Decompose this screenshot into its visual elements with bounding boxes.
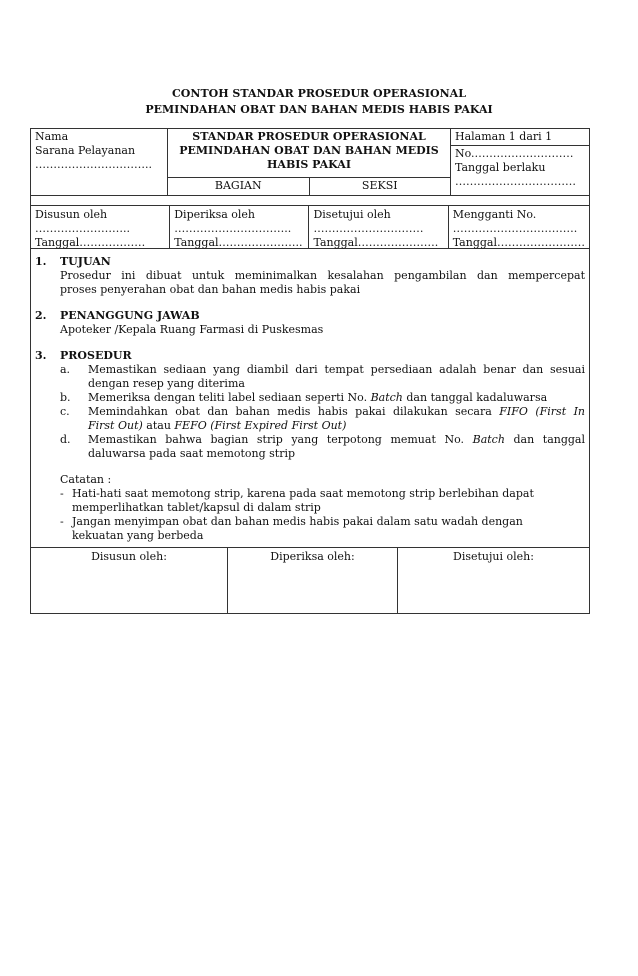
final-disetujui-cell [398, 548, 589, 613]
item-letter: a. [60, 363, 71, 376]
nama-label: Nama [35, 130, 69, 143]
header-right-cell [451, 129, 589, 195]
mengganti-tanggal: Tanggal…………………… [452, 236, 585, 249]
approval-row [31, 547, 589, 613]
no-field: No.……………………… [455, 147, 574, 160]
sop-title-line-2: PEMINDAHAN OBAT DAN BAHAN MEDIS [179, 144, 439, 157]
final-disetujui-label: Disetujui oleh: [453, 550, 534, 563]
note-dash: - [60, 515, 64, 528]
final-disusun-label: Disusun oleh: [91, 550, 167, 563]
halaman-label: Halaman 1 dari 1 [451, 129, 589, 146]
disusun-label: Disusun oleh [35, 208, 108, 221]
document-info [451, 146, 589, 190]
item-letter: b. [60, 391, 71, 404]
disetujui-label: Disetujui oleh [313, 208, 391, 221]
item-b-text: Memeriksa dengan teliti label sediaan seperti No. [88, 391, 371, 404]
section-heading: PROSEDUR [60, 349, 132, 362]
content-body [31, 249, 589, 547]
tujuan-line-2: proses penyerahan obat dan bahan medis habis pakai [60, 283, 361, 296]
diperiksa-tanggal: Tanggal………………….. [174, 236, 303, 249]
spacer-row [31, 196, 589, 206]
item-c-fifo-end: First Out) [88, 419, 143, 432]
item-d-text-end: dan tanggal [504, 433, 586, 446]
sop-title-line-1: STANDAR PROSEDUR OPERASIONAL [192, 130, 426, 143]
item-b-emphasis: Batch [370, 391, 403, 404]
note-1-line-2: memperlihatkan tablet/kapsul di dalam strip [72, 501, 321, 514]
note-1-line-1: Hati-hati saat memotong strip, karena pada saat memotong strip berlebihan dapat [72, 487, 534, 500]
catatan-item-1 [35, 487, 585, 515]
item-d-text: Memastikan bahwa bagian strip yang terpotong memuat No. [88, 433, 473, 446]
prosedur-item-b [35, 391, 585, 405]
catatan-item-2 [35, 515, 585, 543]
item-a-line-1: Memastikan sediaan yang diambil dari tempat persediaan adalah benar dan sesuai [88, 363, 585, 376]
item-letter: c. [60, 405, 70, 418]
title-line-2: PEMINDAHAN OBAT DAN BAHAN MEDIS HABIS PAKAI [145, 103, 493, 116]
disetujui-dots: ………………………… [313, 222, 424, 235]
prosedur-item-c [35, 405, 585, 433]
final-diperiksa-cell [228, 548, 398, 613]
item-d-line-1 [88, 433, 585, 447]
item-c-fifo: FIFO (First In [499, 405, 585, 418]
sarana-label: Sarana Pelayanan [35, 144, 136, 157]
header-row [31, 129, 589, 196]
title-line-1: CONTOH STANDAR PROSEDUR OPERASIONAL [172, 87, 466, 100]
diperiksa-cell [170, 206, 309, 248]
spacer [35, 337, 585, 349]
tujuan-line-1: Prosedur ini dibuat untuk meminimalkan kesalahan pengambilan dan mempercepat [60, 269, 585, 282]
item-c-line-1 [88, 405, 585, 419]
sarana-dots: ………………………….. [35, 158, 152, 171]
item-letter: d. [60, 433, 71, 446]
item-d-line-2: daluwarsa pada saat memotong strip [88, 447, 296, 460]
spacer [35, 297, 585, 309]
disetujui-tanggal: Tanggal…………………. [313, 236, 439, 249]
item-c-atau: atau [142, 419, 175, 432]
item-a-line-2: dengan resep yang diterima [88, 377, 245, 390]
item-d-emphasis: Batch [472, 433, 505, 446]
diperiksa-label: Diperiksa oleh [174, 208, 255, 221]
item-c-line-2 [88, 419, 585, 433]
disusun-dots: …………………….. [35, 222, 130, 235]
tanggal-berlaku-dots: …………………………… [455, 175, 576, 188]
diperiksa-dots: ………………………….. [174, 222, 292, 235]
item-c-fefo: FEFO (First Expired First Out) [174, 419, 347, 432]
sop-form [30, 128, 590, 614]
section-number: 3. [35, 349, 47, 362]
prosedur-item-d [35, 433, 585, 461]
prosedur-item-a [35, 363, 585, 391]
tanggal-berlaku-label: Tanggal berlaku [455, 161, 546, 174]
catatan-label: Catatan : [60, 473, 112, 486]
disusun-tanggal: Tanggal……………… [35, 236, 146, 249]
bagian-label: BAGIAN [168, 178, 310, 195]
mengganti-cell [449, 206, 589, 248]
penanggung-text: Apoteker /Kepala Ruang Farmasi di Puskesmas [60, 323, 324, 336]
header-middle-cell [168, 129, 451, 195]
mengganti-label: Mengganti No. [452, 208, 537, 221]
bagian-seksi-row [168, 177, 450, 195]
mengganti-dots: ……………………………. [452, 222, 578, 235]
sop-title-line-3: HABIS PAKAI [267, 158, 351, 171]
note-2-line-2: kekuatan yang berbeda [72, 529, 204, 542]
disusun-cell [31, 206, 170, 248]
section-number: 1. [35, 255, 47, 268]
item-b-text-end: dan tanggal kadaluwarsa [402, 391, 548, 404]
seksi-label: SEKSI [361, 179, 398, 192]
header-left-cell [31, 129, 168, 195]
note-2-line-1: Jangan menyimpan obat dan bahan medis habis pakai dalam satu wadah dengan [72, 515, 523, 528]
final-diperiksa-label: Diperiksa oleh: [270, 550, 355, 563]
section-prosedur-heading [35, 349, 585, 363]
section-penanggung-heading [35, 309, 585, 323]
section-tujuan-heading [35, 255, 585, 269]
section-number: 2. [35, 309, 47, 322]
item-c-text: Memindahkan obat dan bahan medis habis pakai dilakukan secara [88, 405, 500, 418]
section-heading: PENANGGUNG JAWAB [60, 309, 200, 322]
disetujui-cell [309, 206, 448, 248]
note-dash: - [60, 487, 64, 500]
signature-row [31, 206, 589, 249]
document-title [0, 86, 638, 118]
final-disusun-cell [31, 548, 228, 613]
spacer [35, 461, 585, 473]
section-heading: TUJUAN [60, 255, 111, 268]
sop-title [168, 129, 450, 177]
